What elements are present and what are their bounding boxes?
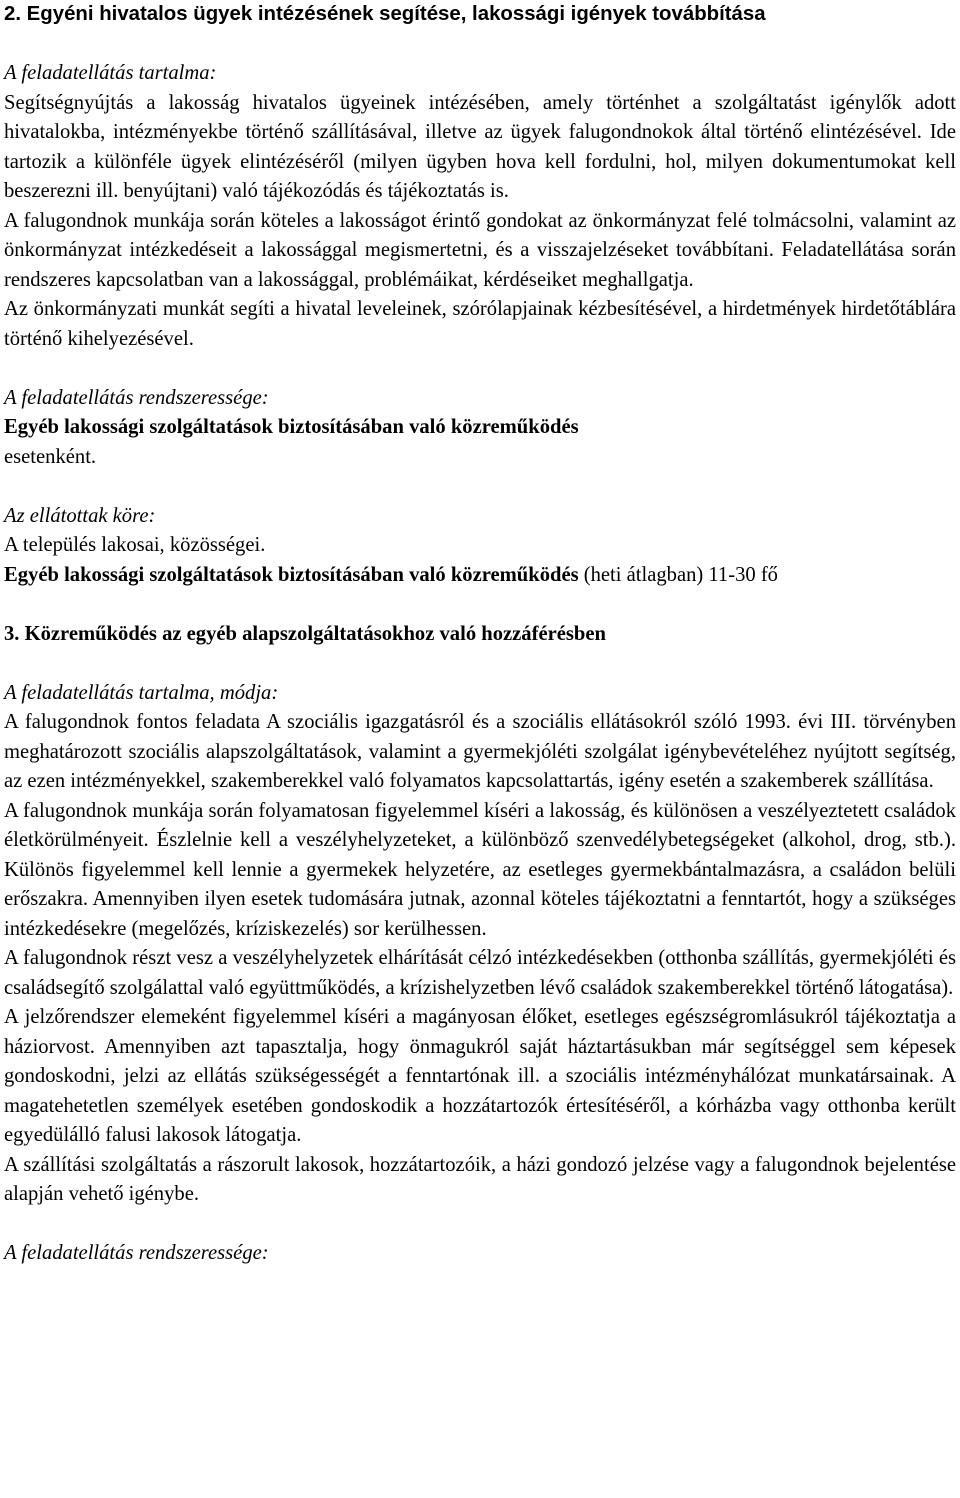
content-label: A feladatellátás tartalma: — [4, 62, 217, 84]
regularity-text: esetenként. — [4, 445, 97, 468]
paragraph: Az önkormányzati munkát segíti a hivatal leveleinek, szórólapjainak kézbesítésével, a hirdetmények hirdetőtáblára történő kihelyezésével. — [4, 298, 956, 350]
paragraph: A jelzőrendszer elemeként figyelemmel kíséri a magányosan élőket, esetleges egészségromlásukról tájékoztatja a háziorvost. Amennyiben azt tapasztalja, hogy önmagukról saját háztartásukban már segítséggel sem képesek gondoskodni, jelzi az ellátás szükségességét a fenntartónak ill. a szociális intézményhálózat munkatársainak. A magatehetetlen személyek esetében gondoskodik a hozzátartozók értesítéséről, a kórházba vagy otthonba került egyedülálló falusi lakosok látogatja. — [4, 1006, 956, 1146]
paragraph: A falugondnok részt vesz a veszélyhelyzetek elhárítását célzó intézkedésekben (otthonba szállítás, gyermekjóléti és családsegítő szolgálattal való együttműködés, a krízishelyzetben lévő családok szakemberekkel történő látogatása). — [4, 947, 956, 999]
spacer — [4, 1210, 956, 1240]
paragraph: Segítségnyújtás a lakosság hivatalos ügyeinek intézésében, amely történhet a szolgáltatást igénylők adott hivatalokba, intézményekbe történő szállításával, illetve az ügyek falugondnokok által történő elintézésével. Ide tartozik a különféle ügyek elintézéséről (milyen ügyben hova kell fordulni, hol, milyen dokumentumokat kell beszerezni ill. benyújtani) való tájékozódás és tájékoztatás is. — [4, 91, 956, 202]
count-bold-text: Egyéb lakossági szolgáltatások biztosításában való közreműködés — [4, 563, 579, 586]
paragraph: A falugondnok munkája során folyamatosan figyelemmel kíséri a lakosság, és különösen a veszélyeztetett családok életkörülményeit. Észlelnie kell a veszélyhelyzeteket, a különböző szenvedélybetegségeket (alkohol, drog, stb.). Különös figyelemmel kell lennie a gyermekek helyzetére, az esetleges gyermekbántalmazásra, a családon belüli erőszakra. Amennyiben ilyen esetek tudomására jutnak, azonnal köteles tájékoztatni a fenntartót, hogy a szükséges intézkedésekre (megelőzés, kríziskezelés) sor kerülhessen. — [4, 799, 956, 940]
spacer — [4, 354, 956, 384]
count-line — [4, 561, 956, 591]
section-3-title: 3. Közreműködés az egyéb alapszolgáltatásokhoz való hozzáférésben — [4, 622, 606, 645]
spacer — [4, 649, 956, 679]
paragraph: A falugondnok fontos feladata A szociális igazgatásról és a szociális ellátásokról szóló 1993. évi III. törvényben meghatározott szociális alapszolgáltatások, valamint a gyermekjóléti szolgálat igénybevételéhez nyújtott segítség, az ezen intézményekkel, szakemberekkel való folyamatos kapcsolattartás, igény esetén a szakemberek szállítása. — [4, 711, 956, 792]
regularity-label: A feladatellátás rendszeressége: — [4, 386, 269, 409]
content-label: A feladatellátás tartalma, módja: — [4, 681, 279, 704]
spacer — [4, 590, 956, 620]
paragraph: A falugondnok munkája során köteles a lakosságot érintő gondokat az önkormányzat felé tolmácsolni, valamint az önkormányzat intézkedéseit a lakossággal megismertetni, és a visszajelzéseket továbbítani. Feladatellátása során rendszeres kapcsolatban van a lakossággal, problémáikat, kérdéseiket meghallgatja. — [4, 209, 956, 291]
recipients-label: Az ellátottak köre: — [4, 504, 156, 527]
spacer — [4, 472, 956, 502]
count-text: (heti átlagban) 11-30 fő — [578, 563, 778, 586]
regularity-bold-text: Egyéb lakossági szolgáltatások biztosításában való közreműködés — [4, 416, 579, 438]
section-2-title: 2. Egyéni hivatalos ügyek intézésének segítése, lakossági igények továbbítása — [4, 3, 766, 25]
recipients-text: A település lakosai, közösségei. — [4, 534, 266, 556]
paragraph: A szállítási szolgáltatás a rászorult lakosok, hozzátartozóik, a házi gondozó jelzése vagy a falugondnok bejelentése alapján vehető igénybe. — [4, 1153, 956, 1205]
regularity-label: A feladatellátás rendszeressége: — [4, 1242, 269, 1264]
spacer — [4, 30, 956, 60]
